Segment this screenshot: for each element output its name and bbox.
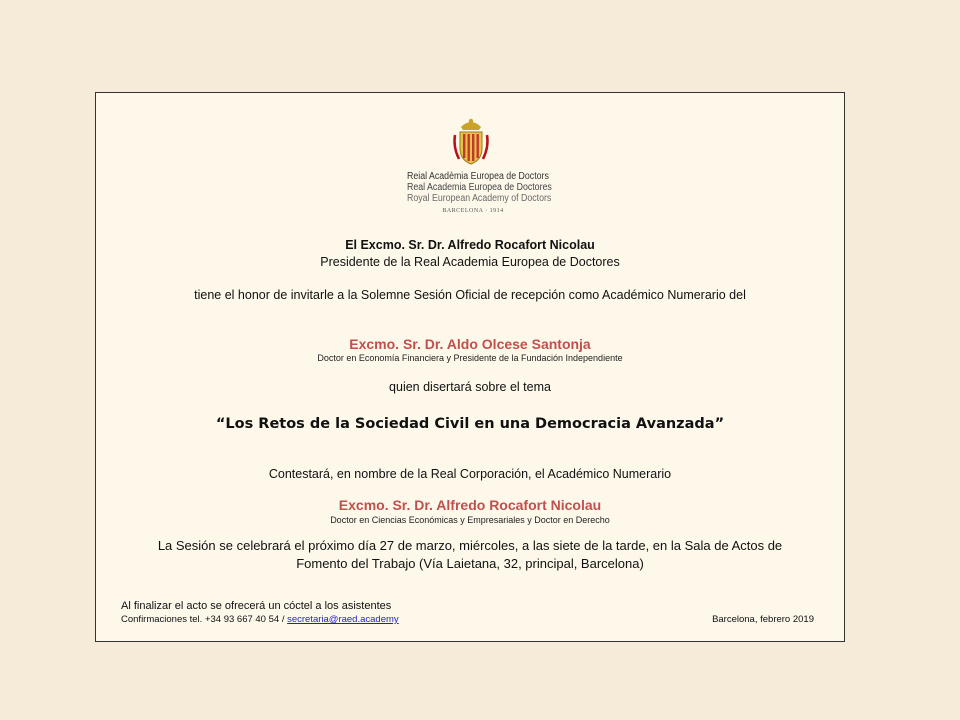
confirmation-line [121,614,399,625]
respondent-role: Doctor en Ciencias Económicas y Empresariales y Doctor en Derecho [330,515,610,525]
invitation-card [95,92,845,642]
academy-city-year: BARCELONA · 1914 [442,208,504,214]
host-name: El Excmo. Sr. Dr. Alfredo Rocafort Nicolau [345,238,595,252]
secretary-email-link[interactable]: secretaria@raed.academy [287,614,399,625]
academy-name-catalan: Reial Acadèmia Europea de Doctors [407,171,549,182]
session-details [96,537,844,573]
academy-name-spanish: Real Academia Europea de Doctores [407,182,552,193]
academy-crest-logo [451,115,491,167]
confirmation-phone: Confirmaciones tel. +34 93 667 40 54 / [121,614,288,625]
host-role: Presidente de la Real Academia Europea de Doctores [320,255,620,269]
speaker-role: Doctor en Economía Financiera y Presidente de la Fundación Independiente [317,353,623,363]
cocktail-note: Al finalizar el acto se ofrecerá un cóctel a los asistentes [121,600,392,612]
academy-name-block [398,171,552,214]
respondent-intro: Contestará, en nombre de la Real Corporación, el Académico Numerario [268,467,672,481]
session-line-2: Fomento del Trabajo (Vía Laietana, 32, principal, Barcelona) [296,556,644,571]
speaker-name: Excmo. Sr. Dr. Aldo Olcese Santonja [349,336,591,352]
place-date: Barcelona, febrero 2019 [712,614,814,625]
topic-intro: quien disertará sobre el tema [389,380,551,394]
academy-name-english: Royal European Academy of Doctors [407,193,552,204]
respondent-name: Excmo. Sr. Dr. Alfredo Rocafort Nicolau [338,497,602,513]
session-line-1: La Sesión se celebrará el próximo día 27 de marzo, miércoles, a las siete de la tarde, en la Sala de Actos de [157,538,783,553]
invitation-text: tiene el honor de invitarle a la Solemne Sesión Oficial de recepción como Académico Numerario del [194,288,746,302]
lecture-topic: “Los Retos de la Sociedad Civil en una Democracia Avanzada” [215,416,725,432]
